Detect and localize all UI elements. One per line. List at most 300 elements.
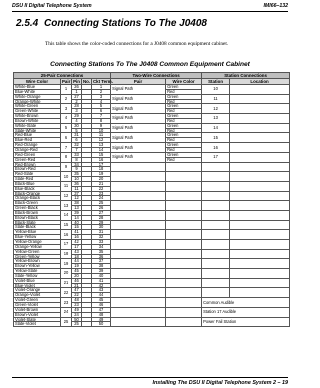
wire-color-cell: Green-Yellow <box>14 254 61 259</box>
ckt-term-cell: 26 <box>92 206 111 211</box>
pin-cell: 49 <box>72 307 82 312</box>
two-wire-pair-cell <box>111 181 166 191</box>
pin-cell: 5 <box>72 128 82 133</box>
pair-number-cell: 22 <box>61 288 72 298</box>
pin-cell: 9 <box>72 167 82 172</box>
section-title: Connecting Stations To The J0408 <box>44 18 207 29</box>
pin-cell: 21 <box>72 283 82 288</box>
location-cell <box>230 152 290 162</box>
location-cell <box>230 278 290 288</box>
two-wire-pair-cell: Signal Path <box>111 94 166 104</box>
pin-cell: 31 <box>72 133 82 138</box>
location-cell <box>230 201 290 211</box>
two-wire-pair-cell <box>111 249 166 259</box>
no-cell <box>82 322 92 327</box>
pin-cell: 6 <box>72 138 82 143</box>
wire-color-cell: Yellow-Green <box>14 249 61 254</box>
location-cell <box>230 210 290 220</box>
pin-cell: 43 <box>72 249 82 254</box>
wire-color-cell: White-Brown <box>14 114 61 119</box>
pair-number-cell: 23 <box>61 298 72 308</box>
station-cell: 16 <box>202 143 230 153</box>
wire-color-cell: Orange-Violet <box>14 293 61 298</box>
ckt-term-cell: 31 <box>92 230 111 235</box>
wire-color-cell: Blue-Violet <box>14 283 61 288</box>
ckt-term-cell: 7 <box>92 114 111 119</box>
wire-color-cell: Yellow-Orange <box>14 240 61 245</box>
pair-number-cell: 7 <box>61 143 72 153</box>
ckt-term-cell: 46 <box>92 302 111 307</box>
station-cell: 14 <box>202 123 230 133</box>
two-wire-color-cell: Green <box>166 85 202 90</box>
ckt-term-cell: 5 <box>92 104 111 109</box>
pin-cell: 16 <box>72 235 82 240</box>
col-ckt-term: Ckt Term. <box>93 79 113 84</box>
ckt-term-cell: 6 <box>92 109 111 114</box>
wire-color-cell: Blue-White <box>14 89 61 94</box>
ckt-term-cell: 17 <box>92 162 111 167</box>
pin-cell: 42 <box>72 240 82 245</box>
location-cell <box>230 240 290 250</box>
group-25-pair: 25-Pair Connections <box>14 73 111 79</box>
two-wire-color-cell <box>166 288 202 298</box>
pin-cell: 38 <box>72 201 82 206</box>
pin-cell: 27 <box>72 94 82 99</box>
location-cell <box>230 249 290 259</box>
wire-color-cell: Yellow-Brown <box>14 259 61 264</box>
two-wire-pair-cell: Signal Path <box>111 123 166 133</box>
wire-color-cell: Yellow-Blue <box>14 230 61 235</box>
ckt-term-cell: 28 <box>92 215 111 220</box>
wire-color-cell: Orange-Black <box>14 196 61 201</box>
station-cell <box>202 240 230 250</box>
wire-color-cell: Yellow-Slate <box>14 269 61 274</box>
pair-number-cell: 1 <box>61 85 72 95</box>
wire-color-cell: Slate-Violet <box>14 322 61 327</box>
station-cell <box>202 191 230 201</box>
location-cell <box>230 123 290 133</box>
pair-number-cell: 11 <box>61 181 72 191</box>
wire-color-cell: Slate-Red <box>14 177 61 182</box>
wire-color-cell: Violet-Brown <box>14 307 61 312</box>
running-header <box>12 3 288 12</box>
pin-cell: 11 <box>72 186 82 191</box>
pin-cell: 25 <box>72 322 82 327</box>
two-wire-color-cell: Red <box>166 138 202 143</box>
two-wire-color-cell: Green <box>166 133 202 138</box>
pin-cell: 28 <box>72 104 82 109</box>
wire-color-cell: Brown-Yellow <box>14 264 61 269</box>
pin-cell: 14 <box>72 215 82 220</box>
wire-color-cell: Violet-Orange <box>14 288 61 293</box>
two-wire-color-cell: Red <box>166 118 202 123</box>
ckt-term-cell: 34 <box>92 244 111 249</box>
two-wire-color-cell: Red <box>166 147 202 152</box>
pair-number-cell: 14 <box>61 210 72 220</box>
ckt-term-cell: 41 <box>92 278 111 283</box>
wire-color-cell: Black-Slate <box>14 220 61 225</box>
wire-color-cell: Violet-Blue <box>14 278 61 283</box>
wire-color-cell: Orange-Red <box>14 147 61 152</box>
station-cell <box>202 278 230 288</box>
two-wire-pair-cell <box>111 259 166 269</box>
pin-cell: 50 <box>72 317 82 322</box>
two-wire-color-cell: Red <box>166 89 202 94</box>
location-cell <box>230 220 290 230</box>
wire-color-cell: White-Green <box>14 104 61 109</box>
header-right: IMI66–132 <box>263 3 288 9</box>
pin-cell: 20 <box>72 273 82 278</box>
two-wire-pair-cell <box>111 269 166 279</box>
pin-cell: 13 <box>72 206 82 211</box>
ckt-term-cell: 4 <box>92 99 111 104</box>
pin-cell: 33 <box>72 152 82 157</box>
ckt-term-cell: 50 <box>92 322 111 327</box>
ckt-term-cell: 2 <box>92 89 111 94</box>
two-wire-color-cell <box>166 278 202 288</box>
ckt-term-cell: 47 <box>92 307 111 312</box>
location-cell <box>230 181 290 191</box>
wire-color-cell: Slate-Black <box>14 225 61 230</box>
ckt-term-cell: 45 <box>92 298 111 303</box>
two-wire-color-cell: Green <box>166 152 202 157</box>
pin-cell: 4 <box>72 118 82 123</box>
location-cell <box>230 94 290 104</box>
pin-cell: 32 <box>72 143 82 148</box>
two-wire-pair-cell: Signal Path <box>111 85 166 95</box>
two-wire-pair-cell <box>111 307 166 317</box>
pin-cell: 36 <box>72 181 82 186</box>
pin-cell: 3 <box>72 109 82 114</box>
wire-color-cell: Orange-White <box>14 99 61 104</box>
pair-number-cell: 8 <box>61 152 72 162</box>
group-station: Station Connections <box>202 73 290 79</box>
wire-color-cell: White-Blue <box>14 85 61 90</box>
ckt-term-cell: 25 <box>92 201 111 206</box>
wire-color-cell: Black-Blue <box>14 181 61 186</box>
col-wire-color: Wire Color <box>14 79 61 85</box>
ckt-term-cell: 12 <box>92 138 111 143</box>
two-wire-color-cell: Green <box>166 104 202 109</box>
station-cell: 13 <box>202 114 230 124</box>
two-wire-pair-cell <box>111 298 166 308</box>
two-wire-color-cell <box>166 249 202 259</box>
pair-number-cell: 3 <box>61 104 72 114</box>
two-wire-pair-cell <box>111 172 166 182</box>
pair-number-cell: 4 <box>61 114 72 124</box>
ckt-term-cell: 3 <box>92 94 111 99</box>
two-wire-pair-cell: Signal Path <box>111 133 166 143</box>
station-note-cell: Station 17 Audible <box>202 307 290 317</box>
station-cell <box>202 162 230 172</box>
wire-color-cell: Green-Red <box>14 157 61 162</box>
two-wire-color-cell <box>166 269 202 279</box>
pin-cell: 24 <box>72 312 82 317</box>
col-no: No. <box>83 79 91 84</box>
pin-cell: 12 <box>72 196 82 201</box>
wire-color-cell: Slate-Yellow <box>14 273 61 278</box>
two-wire-color-cell <box>166 191 202 201</box>
station-cell: 10 <box>202 85 230 95</box>
ckt-term-cell: 18 <box>92 167 111 172</box>
pin-cell: 39 <box>72 210 82 215</box>
running-footer: Installing The DSU II Digital Telephone System 2 – 19 <box>12 377 288 386</box>
two-wire-pair-cell <box>111 191 166 201</box>
pin-cell: 10 <box>72 177 82 182</box>
two-wire-color-cell <box>166 220 202 230</box>
wire-color-cell: Green-Black <box>14 206 61 211</box>
two-wire-color-cell <box>166 259 202 269</box>
wire-color-cell: Green-White <box>14 109 61 114</box>
two-wire-pair-cell <box>111 220 166 230</box>
pin-cell: 19 <box>72 264 82 269</box>
two-wire-pair-cell <box>111 201 166 211</box>
col-pair: Pair <box>62 79 71 84</box>
col-station: Station <box>202 79 230 85</box>
ckt-term-cell: 22 <box>92 186 111 191</box>
pair-number-cell: 20 <box>61 269 72 279</box>
wire-color-cell: Black-Orange <box>14 191 61 196</box>
location-cell <box>230 162 290 172</box>
location-cell <box>230 191 290 201</box>
ckt-term-cell: 49 <box>92 317 111 322</box>
pin-cell: 40 <box>72 220 82 225</box>
two-wire-pair-cell: Signal Path <box>111 152 166 162</box>
ckt-term-cell: 36 <box>92 254 111 259</box>
wire-color-cell: Blue-Yellow <box>14 235 61 240</box>
ckt-term-cell: 8 <box>92 118 111 123</box>
ckt-term-cell: 23 <box>92 191 111 196</box>
two-wire-color-cell: Green <box>166 114 202 119</box>
station-cell <box>202 288 230 298</box>
pair-number-cell: 18 <box>61 249 72 259</box>
two-wire-pair-cell <box>111 278 166 288</box>
location-cell <box>230 104 290 114</box>
pin-cell: 15 <box>72 225 82 230</box>
ckt-term-cell: 20 <box>92 177 111 182</box>
ckt-term-cell: 15 <box>92 152 111 157</box>
group-header-row <box>14 73 290 79</box>
header-left: DSU II Digital Telephone System <box>12 3 92 9</box>
two-wire-color-cell: Green <box>166 123 202 128</box>
two-wire-color-cell <box>166 298 202 308</box>
station-cell <box>202 259 230 269</box>
pin-cell: 41 <box>72 230 82 235</box>
station-cell: 12 <box>202 104 230 114</box>
wire-color-cell: Brown-Red <box>14 167 61 172</box>
wire-color-cell: Red-Blue <box>14 133 61 138</box>
ckt-term-cell: 32 <box>92 235 111 240</box>
col-two-wire-pair: Pair <box>111 79 166 85</box>
ckt-term-cell: 13 <box>92 143 111 148</box>
pin-cell: 30 <box>72 123 82 128</box>
two-wire-color-cell <box>166 317 202 327</box>
pair-number-cell: 13 <box>61 201 72 211</box>
two-wire-color-cell <box>166 201 202 211</box>
station-cell: 17 <box>202 152 230 162</box>
pin-cell: 23 <box>72 302 82 307</box>
intro-paragraph: This table shows the color-coded connections for a J0408 common equipment cabinet. <box>45 41 229 47</box>
two-wire-color-cell <box>166 240 202 250</box>
two-wire-pair-cell <box>111 240 166 250</box>
station-cell <box>202 181 230 191</box>
station-cell <box>202 201 230 211</box>
wire-color-cell: Green-Violet <box>14 302 61 307</box>
ckt-term-cell: 40 <box>92 273 111 278</box>
group-two-wire: Two-Wire Connections <box>111 73 202 79</box>
table-title: Connecting Stations To The J0408 Common Equipment Cabinet <box>50 61 250 68</box>
col-pin: Pin <box>73 79 80 84</box>
ckt-term-cell: 33 <box>92 240 111 245</box>
location-cell <box>230 288 290 298</box>
two-wire-color-cell: Red <box>166 157 202 162</box>
pin-cell: 7 <box>72 147 82 152</box>
pin-cell: 2 <box>72 99 82 104</box>
wire-color-cell: Red-Green <box>14 152 61 157</box>
pair-number-cell: 24 <box>61 307 72 317</box>
wire-color-cell: Red-Brown <box>14 162 61 167</box>
pin-cell: 22 <box>72 293 82 298</box>
pair-number-cell: 2 <box>61 94 72 104</box>
wire-color-cell: Slate-White <box>14 128 61 133</box>
pair-number-cell: 10 <box>61 172 72 182</box>
ckt-term-cell: 1 <box>92 85 111 90</box>
ckt-term-cell: 38 <box>92 264 111 269</box>
ckt-term-cell: 44 <box>92 293 111 298</box>
two-wire-pair-cell: Signal Path <box>111 104 166 114</box>
pin-cell: 44 <box>72 259 82 264</box>
two-wire-color-cell: Red <box>166 109 202 114</box>
two-wire-pair-cell: Signal Path <box>111 143 166 153</box>
two-wire-pair-cell <box>111 230 166 240</box>
ckt-term-cell: 43 <box>92 288 111 293</box>
pair-number-cell: 21 <box>61 278 72 288</box>
pair-number-cell: 15 <box>61 220 72 230</box>
station-cell <box>202 220 230 230</box>
pin-cell: 37 <box>72 191 82 196</box>
ckt-term-cell: 24 <box>92 196 111 201</box>
two-wire-pair-cell <box>111 162 166 172</box>
pin-cell: 45 <box>72 269 82 274</box>
location-cell <box>230 85 290 95</box>
ckt-term-cell: 48 <box>92 312 111 317</box>
ckt-term-cell: 37 <box>92 259 111 264</box>
station-note-cell: Power Fail Station <box>202 317 290 327</box>
two-wire-color-cell <box>166 210 202 220</box>
location-cell <box>230 143 290 153</box>
pin-cell: 1 <box>72 89 82 94</box>
station-note-cell: Common Audible <box>202 298 290 308</box>
pair-number-cell: 5 <box>61 123 72 133</box>
station-cell: 11 <box>202 94 230 104</box>
wire-color-cell: Black-Green <box>14 201 61 206</box>
ckt-term-cell: 21 <box>92 181 111 186</box>
col-two-wire-color: Wire Color <box>166 79 202 85</box>
pin-cell: 35 <box>72 172 82 177</box>
two-wire-color-cell <box>166 307 202 317</box>
station-cell <box>202 210 230 220</box>
two-wire-color-cell <box>166 162 202 172</box>
wire-color-cell: Violet-Green <box>14 298 61 303</box>
location-cell <box>230 269 290 279</box>
wire-color-cell: Black-Brown <box>14 210 61 215</box>
wire-color-cell: Blue-Red <box>14 138 61 143</box>
pin-cell: 18 <box>72 254 82 259</box>
two-wire-color-cell: Red <box>166 128 202 133</box>
pin-cell: 48 <box>72 298 82 303</box>
ckt-term-cell: 27 <box>92 210 111 215</box>
station-cell <box>202 230 230 240</box>
wire-color-cell: Brown-White <box>14 118 61 123</box>
ckt-term-cell: 16 <box>92 157 111 162</box>
two-wire-color-cell: Green <box>166 143 202 148</box>
section-number: 2.5.4 <box>16 18 39 29</box>
pair-number-cell: 16 <box>61 230 72 240</box>
two-wire-pair-cell: Signal Path <box>111 114 166 124</box>
ckt-term-cell: 42 <box>92 283 111 288</box>
two-wire-color-cell <box>166 172 202 182</box>
station-cell <box>202 249 230 259</box>
pin-cell: 29 <box>72 114 82 119</box>
location-cell <box>230 230 290 240</box>
ckt-term-cell: 39 <box>92 269 111 274</box>
two-wire-pair-cell <box>111 210 166 220</box>
ckt-term-cell: 14 <box>92 147 111 152</box>
location-cell <box>230 259 290 269</box>
ckt-term-cell: 10 <box>92 128 111 133</box>
wire-color-cell: Violet-Slate <box>14 317 61 322</box>
station-cell: 15 <box>202 133 230 143</box>
wire-color-cell: Blue-Black <box>14 186 61 191</box>
pair-number-cell: 9 <box>61 162 72 172</box>
pin-cell: 46 <box>72 278 82 283</box>
two-wire-color-cell: Red <box>166 99 202 104</box>
pin-cell: 26 <box>72 85 82 90</box>
wire-color-cell: Red-Orange <box>14 143 61 148</box>
station-cell <box>202 172 230 182</box>
pair-number-cell: 17 <box>61 240 72 250</box>
wire-color-cell: Brown-Black <box>14 215 61 220</box>
wire-color-cell: White-Orange <box>14 94 61 99</box>
wire-color-cell: White-Slate <box>14 123 61 128</box>
pin-cell: 17 <box>72 244 82 249</box>
two-wire-pair-cell <box>111 288 166 298</box>
station-cell <box>202 269 230 279</box>
wire-color-cell: Red-Slate <box>14 172 61 177</box>
table-body <box>14 85 290 327</box>
pin-cell: 47 <box>72 288 82 293</box>
location-cell <box>230 172 290 182</box>
pin-cell: 8 <box>72 157 82 162</box>
pair-number-cell: 25 <box>61 317 72 327</box>
ckt-term-cell: 11 <box>92 133 111 138</box>
pair-number-cell: 6 <box>61 133 72 143</box>
wire-color-cell: Brown-Violet <box>14 312 61 317</box>
two-wire-color-cell <box>166 230 202 240</box>
two-wire-color-cell <box>166 181 202 191</box>
pin-cell: 34 <box>72 162 82 167</box>
two-wire-pair-cell <box>111 317 166 327</box>
two-wire-color-cell: Green <box>166 94 202 99</box>
connections-table <box>13 72 290 327</box>
wire-color-cell: Orange-Yellow <box>14 244 61 249</box>
ckt-term-cell: 9 <box>92 123 111 128</box>
ckt-term-cell: 29 <box>92 220 111 225</box>
section-heading <box>16 18 207 29</box>
col-location: Location <box>230 79 290 85</box>
ckt-term-cell: 35 <box>92 249 111 254</box>
location-cell <box>230 114 290 124</box>
